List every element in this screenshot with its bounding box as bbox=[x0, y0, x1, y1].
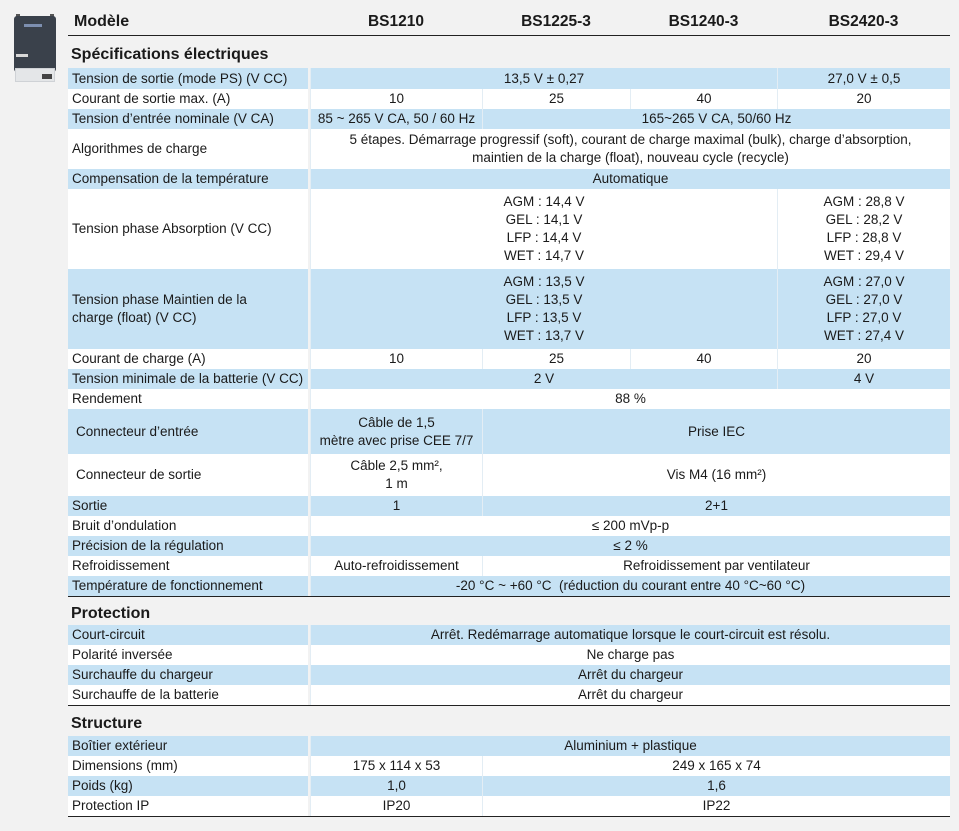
model-header-label: Modèle bbox=[74, 13, 130, 30]
row-label: Dimensions (mm) bbox=[68, 756, 308, 776]
row-label: Polarité inversée bbox=[68, 645, 308, 665]
row-value bbox=[777, 189, 950, 269]
row-value: 40 bbox=[630, 89, 777, 109]
row-value: IP20 bbox=[310, 796, 482, 816]
row-label: Tension d’entrée nominale (V CA) bbox=[68, 109, 308, 129]
row-value: Automatique bbox=[310, 169, 950, 189]
row-value: IP22 bbox=[482, 796, 950, 816]
row-value: Aluminium + plastique bbox=[310, 736, 950, 756]
row-label: Tension minimale de la batterie (V CC) bbox=[68, 369, 308, 389]
row-label: Courant de sortie max. (A) bbox=[68, 89, 308, 109]
row-value-line: WET : 14,7 V bbox=[503, 248, 585, 263]
table-row bbox=[68, 736, 950, 756]
table-row bbox=[68, 625, 950, 645]
row-label: Compensation de la température bbox=[68, 169, 308, 189]
row-label: Poids (kg) bbox=[68, 776, 308, 796]
row-value: 1,6 bbox=[482, 776, 950, 796]
row-value: 20 bbox=[777, 89, 950, 109]
row-value-line: AGM : 13,5 V bbox=[503, 274, 585, 289]
model-name: BS1210 bbox=[367, 13, 424, 30]
table-row bbox=[68, 665, 950, 685]
table-row bbox=[68, 796, 950, 817]
row-value: Ne charge pas bbox=[310, 645, 950, 665]
row-value bbox=[310, 409, 482, 454]
table-row bbox=[68, 189, 950, 269]
row-label: Courant de charge (A) bbox=[68, 349, 308, 369]
model-name: BS1240-3 bbox=[668, 13, 739, 30]
row-value: -20 °C ~ +60 °C (réduction du courant entre 40 °C~60 °C) bbox=[310, 576, 950, 596]
row-label-line: Tension phase Maintien de la bbox=[72, 292, 247, 307]
row-value-line: mètre avec prise CEE 7/7 bbox=[319, 432, 474, 448]
table-row bbox=[68, 89, 950, 109]
brand-logo bbox=[24, 24, 42, 27]
row-value: 25 bbox=[482, 349, 630, 369]
row-value: 249 x 165 x 74 bbox=[482, 756, 950, 776]
product-image bbox=[12, 12, 58, 80]
model-name: BS1225-3 bbox=[521, 13, 591, 30]
table-row bbox=[68, 269, 950, 349]
row-value-line: AGM : 28,8 V bbox=[823, 194, 905, 209]
table-row bbox=[68, 536, 950, 556]
row-value bbox=[777, 269, 950, 349]
model-name: BS2420-3 bbox=[828, 13, 899, 30]
row-value: Refroidissement par ventilateur bbox=[482, 556, 950, 576]
table-row bbox=[68, 129, 950, 169]
row-value-line: Câble 2,5 mm², bbox=[350, 458, 443, 473]
table-row bbox=[68, 556, 950, 576]
row-value: 4 V bbox=[777, 369, 950, 389]
row-value-line: AGM : 27,0 V bbox=[823, 274, 905, 289]
row-value: 25 bbox=[482, 89, 630, 109]
row-label: Protection IP bbox=[68, 796, 308, 816]
row-value: Arrêt. Redémarrage automatique lorsque le court-circuit est résolu. bbox=[310, 625, 950, 645]
row-label: Tension phase Absorption (V CC) bbox=[68, 189, 308, 269]
row-value: Arrêt du chargeur bbox=[310, 665, 950, 685]
table-row bbox=[68, 576, 950, 597]
row-value-line: GEL : 14,1 V bbox=[505, 212, 583, 227]
row-value-line: 5 étapes. Démarrage progressif (soft), courant de charge maximal (bulk), charge d’absorption, bbox=[349, 132, 912, 147]
row-label: Court-circuit bbox=[68, 625, 308, 645]
row-value: 27,0 V ± 0,5 bbox=[777, 68, 950, 89]
table-row bbox=[68, 109, 950, 129]
table-row bbox=[68, 409, 950, 454]
row-label: Connecteur de sortie bbox=[68, 454, 308, 496]
model-label bbox=[16, 54, 28, 57]
row-label: Bruit d’ondulation bbox=[68, 516, 308, 536]
row-value-line: LFP : 13,5 V bbox=[506, 310, 582, 325]
row-value-line: LFP : 27,0 V bbox=[826, 310, 902, 325]
row-value: Vis M4 (16 mm²) bbox=[482, 454, 950, 496]
row-value bbox=[310, 129, 950, 169]
row-label: Tension de sortie (mode PS) (V CC) bbox=[68, 68, 308, 89]
row-value bbox=[310, 454, 482, 496]
row-value: 1 bbox=[310, 496, 482, 516]
row-value-line: GEL : 27,0 V bbox=[825, 292, 903, 307]
row-value: 10 bbox=[310, 89, 482, 109]
table-row bbox=[68, 169, 950, 189]
row-value: 175 x 114 x 53 bbox=[310, 756, 482, 776]
row-value-line: GEL : 13,5 V bbox=[505, 292, 583, 307]
table-row bbox=[68, 68, 950, 89]
table-row bbox=[68, 496, 950, 516]
row-label: Connecteur d’entrée bbox=[68, 409, 308, 454]
row-value: 2+1 bbox=[482, 496, 950, 516]
row-label bbox=[68, 269, 308, 349]
table-row bbox=[68, 369, 950, 389]
row-value: 20 bbox=[777, 349, 950, 369]
table-row bbox=[68, 776, 950, 796]
row-value-line: GEL : 28,2 V bbox=[825, 212, 903, 227]
row-label: Boîtier extérieur bbox=[68, 736, 308, 756]
row-value-line: 1 m bbox=[385, 476, 408, 491]
table-row bbox=[68, 645, 950, 665]
row-value: ≤ 200 mVp-p bbox=[310, 516, 950, 536]
row-value: ≤ 2 % bbox=[310, 536, 950, 556]
row-value: 88 % bbox=[310, 389, 950, 409]
row-label: Refroidissement bbox=[68, 556, 308, 576]
terminal-plate bbox=[42, 74, 52, 79]
row-label: Sortie bbox=[68, 496, 308, 516]
row-label: Rendement bbox=[68, 389, 308, 409]
row-value bbox=[310, 189, 777, 269]
row-value: Prise IEC bbox=[482, 409, 950, 454]
row-value-line: WET : 29,4 V bbox=[823, 248, 905, 263]
row-label: Précision de la régulation bbox=[68, 536, 308, 556]
row-value-line: WET : 27,4 V bbox=[823, 328, 905, 343]
model-header-row bbox=[68, 0, 950, 36]
section-title-structure: Structure bbox=[71, 715, 143, 732]
spec-table bbox=[68, 0, 950, 817]
row-label: Surchauffe de la batterie bbox=[68, 685, 308, 705]
table-row bbox=[68, 685, 950, 706]
row-value-line: AGM : 14,4 V bbox=[503, 194, 585, 209]
row-value-line: Câble de 1,5 bbox=[358, 414, 435, 430]
row-value: 2 V bbox=[310, 369, 777, 389]
table-row bbox=[68, 349, 950, 369]
row-value-line: LFP : 14,4 V bbox=[506, 230, 582, 245]
row-value: 85 ~ 265 V CA, 50 / 60 Hz bbox=[310, 109, 482, 129]
table-row bbox=[68, 516, 950, 536]
row-value: 10 bbox=[310, 349, 482, 369]
row-label: Surchauffe du chargeur bbox=[68, 665, 308, 685]
section-title-electrical: Spécifications électriques bbox=[71, 46, 269, 63]
row-value-line: maintien de la charge (float), nouveau cycle (recycle) bbox=[472, 150, 789, 165]
row-value-line: WET : 13,7 V bbox=[503, 328, 585, 343]
row-label: Algorithmes de charge bbox=[68, 129, 308, 169]
section-title-protection: Protection bbox=[71, 605, 151, 622]
row-label-line: charge (float) (V CC) bbox=[72, 310, 197, 325]
table-row bbox=[68, 454, 950, 496]
table-row bbox=[68, 389, 950, 409]
row-value-line: LFP : 28,8 V bbox=[826, 230, 902, 245]
row-label: Température de fonctionnement bbox=[68, 576, 308, 596]
table-row bbox=[68, 756, 950, 776]
row-value: 165~265 V CA, 50/60 Hz bbox=[482, 109, 950, 129]
row-value: 40 bbox=[630, 349, 777, 369]
row-value: 13,5 V ± 0,27 bbox=[310, 68, 777, 89]
row-value: Auto-refroidissement bbox=[310, 556, 482, 576]
row-value bbox=[310, 269, 777, 349]
row-value: 1,0 bbox=[310, 776, 482, 796]
row-value: Arrêt du chargeur bbox=[310, 685, 950, 705]
